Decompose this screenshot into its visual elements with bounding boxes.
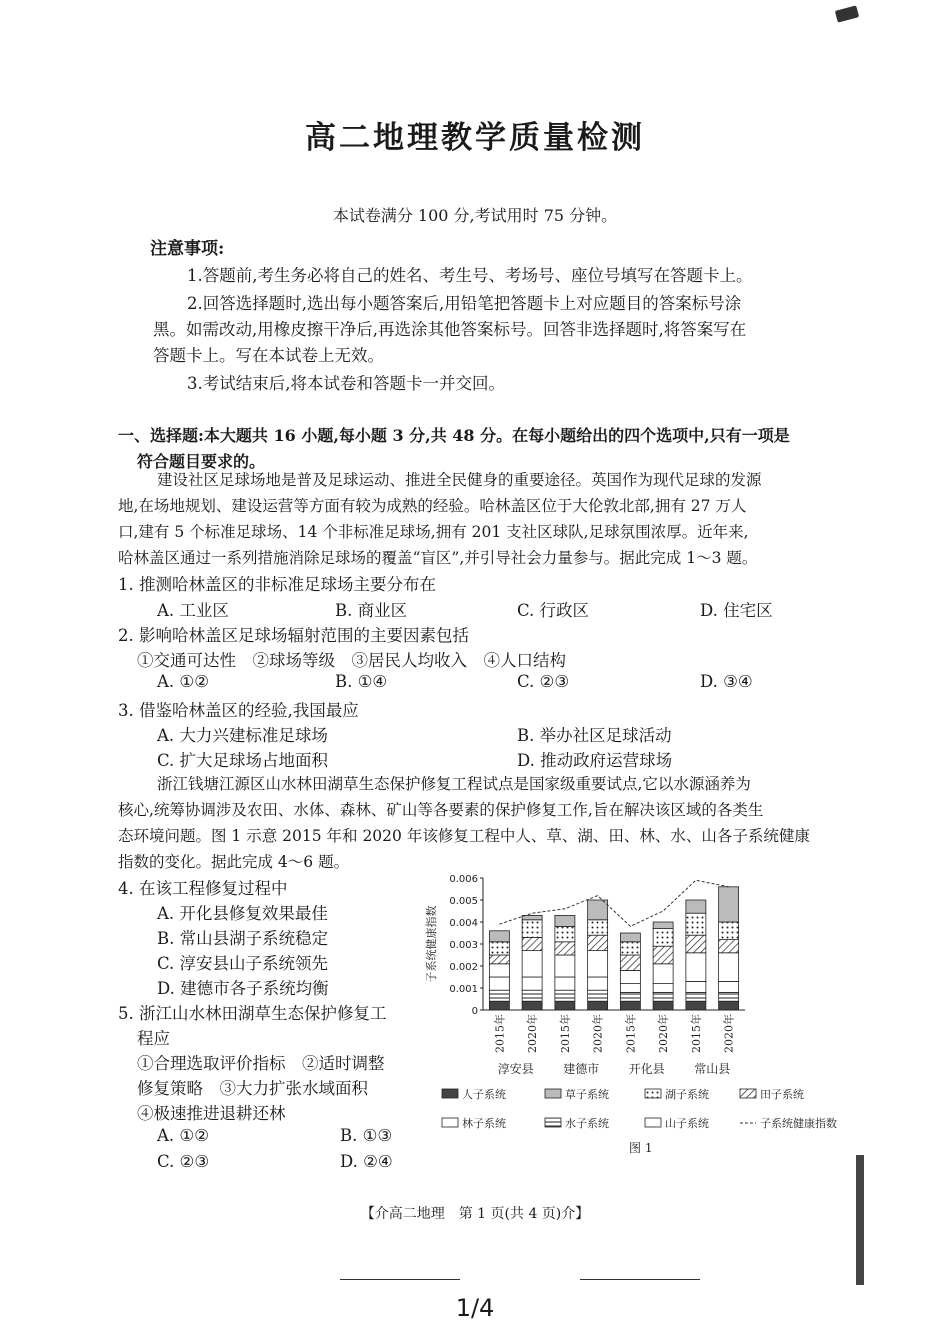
bar-segment: [522, 920, 542, 938]
q5-items: 修复策略 ③大力扩张水域面积: [137, 1079, 368, 1098]
bar-segment: [522, 951, 542, 977]
bar-segment: [489, 977, 509, 990]
bar-segment: [588, 900, 608, 920]
bar-segment: [653, 1001, 673, 1010]
divider: [340, 1279, 460, 1280]
bar-segment: [620, 1001, 640, 1010]
q2-items: ①交通可达性 ②球场等级 ③居民人均收入 ④人口结构: [137, 651, 566, 670]
page-number: 1/4: [455, 1294, 495, 1322]
legend-label: 子系统健康指数: [760, 1117, 837, 1130]
divider: [580, 1279, 700, 1280]
y-tick-label: 0.005: [449, 896, 478, 907]
legend-swatch: [545, 1089, 561, 1098]
bar-segment: [588, 1001, 608, 1010]
y-tick-label: 0.006: [449, 874, 478, 885]
bar-segment: [686, 935, 706, 953]
passage1-line: 哈林盖区通过一系列措施消除足球场的覆盖“盲区”,并引导社会力量参与。据此完成 1～3 题。: [118, 549, 758, 567]
legend-swatch: [545, 1118, 561, 1127]
health-index-chart: [420, 865, 850, 1165]
page-title: 高二地理教学质量检测: [305, 120, 645, 156]
bar-segment: [620, 942, 640, 955]
bar-segment: [620, 955, 640, 970]
group-label: 开化县: [628, 1062, 665, 1076]
notice-line: 2.回答选择题时,选出每小题答案后,用铅笔把答题卡上对应题目的答案标号涂: [187, 294, 742, 313]
q5-option-a: A. ①②: [157, 1126, 209, 1145]
bar-segment: [719, 940, 739, 953]
notice-line: 黑。如需改动,用橡皮擦干净后,再选涂其他答案标号。回答非选择题时,将答案写在: [153, 320, 747, 339]
bar-segment: [555, 955, 575, 977]
bar-segment: [489, 955, 509, 964]
exam-info: 本试卷满分 100 分,考试用时 75 分钟。: [332, 206, 618, 225]
bar-segment: [555, 942, 575, 955]
x-tick-label: 2020年: [526, 1014, 540, 1053]
bar-segment: [686, 913, 706, 935]
bar-segment: [653, 984, 673, 993]
legend-swatch: [442, 1118, 458, 1127]
bar-segment: [489, 942, 509, 955]
x-tick-label: 2020年: [657, 1014, 671, 1053]
q2-option-b: B. ①④: [335, 672, 388, 691]
group-label: 建德市: [563, 1062, 600, 1076]
group-label: 淳安县: [497, 1062, 534, 1076]
legend-label: 湖子系统: [665, 1088, 709, 1101]
x-tick-label: 2020年: [591, 1014, 605, 1053]
scan-mark: [835, 5, 859, 22]
bar-segment: [719, 887, 739, 922]
bar-segment: [522, 990, 542, 1001]
q5-stem: 5. 浙江山水林田湖草生态保护修复工: [118, 1004, 387, 1023]
q4-stem: 4. 在该工程修复过程中: [118, 879, 288, 898]
bar-segment: [555, 915, 575, 926]
section-heading-cont: 符合题目要求的。: [137, 452, 266, 471]
bar-segment: [653, 929, 673, 947]
q3-option-b: B. 举办社区足球活动: [517, 726, 672, 745]
q3-stem: 3. 借鉴哈林盖区的经验,我国最应: [118, 701, 359, 720]
y-tick-label: 0.004: [449, 918, 478, 929]
bar-segment: [686, 900, 706, 913]
q1-stem: 1. 推测哈林盖区的非标准足球场主要分布在: [118, 575, 436, 594]
bar-segment: [719, 1001, 739, 1010]
q1-option-b: B. 商业区: [335, 601, 408, 620]
bar-segment: [653, 946, 673, 964]
passage1-line: 建设社区足球场地是普及足球运动、推进全民健身的重要途径。英国作为现代足球的发源: [157, 471, 762, 489]
notice-line: 答题卡上。写在本试卷上无效。: [153, 346, 384, 365]
notice-line: 3.考试结束后,将本试卷和答题卡一并交回。: [187, 374, 505, 393]
legend-label: 人子系统: [462, 1088, 506, 1101]
q3-option-a: A. 大力兴建标准足球场: [157, 726, 328, 745]
bar-segment: [686, 992, 706, 1001]
bar-segment: [719, 953, 739, 982]
q5-option-c: C. ②③: [157, 1152, 210, 1171]
q4-option-d: D. 建德市各子系统均衡: [157, 979, 329, 998]
q2-option-a: A. ①②: [157, 672, 209, 691]
y-tick-label: 0: [471, 1006, 478, 1017]
bar-segment: [522, 937, 542, 950]
x-tick-label: 2015年: [558, 1014, 572, 1053]
q5-items: ①合理选取评价指标 ②适时调整: [137, 1054, 385, 1073]
legend-label: 林子系统: [462, 1117, 506, 1130]
bar-segment: [555, 977, 575, 990]
legend-swatch: [645, 1089, 661, 1098]
bar-segment: [620, 933, 640, 942]
bar-segment: [489, 1001, 509, 1010]
passage1-line: 口,建有 5 个标准足球场、14 个非标准足球场,拥有 201 支社区球队,足球氛围浓厚。近年来,: [118, 523, 749, 541]
bar-segment: [653, 992, 673, 1001]
q4-option-b: B. 常山县湖子系统稳定: [157, 929, 329, 948]
legend-label: 山子系统: [665, 1117, 709, 1130]
q4-option-c: C. 淳安县山子系统领先: [157, 954, 329, 973]
x-tick-label: 2015年: [493, 1014, 507, 1053]
figure-caption: 图 1: [629, 1141, 653, 1155]
bar-segment: [588, 951, 608, 977]
bar-segment: [620, 970, 640, 983]
scan-edge: [856, 1155, 864, 1285]
legend-swatch: [740, 1089, 756, 1098]
passage2-line: 态环境问题。图 1 示意 2015 年和 2020 年该修复工程中人、草、湖、田、林、水、山各子系统健康: [118, 827, 810, 845]
bar-segment: [489, 931, 509, 942]
bar-segment: [719, 922, 739, 940]
passage1-line: 地,在场地规划、建设运营等方面有较为成熟的经验。哈林盖区位于大伦敦北部,拥有 27 万人: [118, 497, 747, 515]
bar-segment: [555, 990, 575, 1001]
bar-segment: [686, 1001, 706, 1010]
bar-segment: [555, 1001, 575, 1010]
bar-segment: [489, 964, 509, 977]
bar-segment: [686, 953, 706, 982]
q5-stem-cont: 程应: [137, 1029, 170, 1048]
y-tick-label: 0.002: [449, 962, 478, 973]
bar-segment: [588, 920, 608, 935]
section-heading: 一、选择题:本大题共 16 小题,每小题 3 分,共 48 分。在每小题给出的四个选项中,只有一项是: [118, 426, 790, 445]
q1-option-c: C. 行政区: [517, 601, 590, 620]
y-tick-label: 0.001: [449, 984, 478, 995]
passage2-line: 指数的变化。据此完成 4～6 题。: [118, 853, 350, 871]
bar-segment: [522, 977, 542, 990]
bar-segment: [588, 977, 608, 990]
legend-label: 水子系统: [565, 1117, 609, 1130]
bar-segment: [522, 1001, 542, 1010]
x-tick-label: 2020年: [722, 1014, 736, 1053]
q1-option-d: D. 住宅区: [700, 601, 773, 620]
x-tick-label: 2015年: [689, 1014, 703, 1053]
q3-option-d: D. 推动政府运营球场: [517, 751, 673, 770]
q2-option-c: C. ②③: [517, 672, 570, 691]
bar-segment: [686, 981, 706, 992]
notice-heading: 注意事项:: [150, 239, 225, 259]
notice-line: 1.答题前,考生务必将自己的姓名、考生号、考场号、座位号填写在答题卡上。: [187, 266, 753, 285]
q1-option-a: A. 工业区: [157, 601, 229, 620]
page-footer: 【介高二地理 第 1 页(共 4 页)介】: [360, 1206, 590, 1222]
x-tick-label: 2015年: [624, 1014, 638, 1053]
bar-segment: [620, 992, 640, 1001]
bar-segment: [489, 990, 509, 1001]
y-axis-label: 子系统健康指数: [425, 905, 438, 983]
q5-option-b: B. ①③: [340, 1126, 393, 1145]
bar-segment: [588, 990, 608, 1001]
passage2-line: 浙江钱塘江源区山水林田湖草生态保护修复工程试点是国家级重要试点,它以水源涵养为: [157, 775, 751, 793]
legend-swatch: [442, 1089, 458, 1098]
q5-items: ④极速推进退耕还林: [137, 1104, 286, 1123]
legend-swatch: [645, 1118, 661, 1127]
bar-segment: [719, 992, 739, 1001]
legend-label: 田子系统: [760, 1088, 804, 1101]
bar-segment: [620, 984, 640, 993]
bar-segment: [555, 926, 575, 941]
legend-label: 草子系统: [565, 1088, 609, 1101]
q2-option-d: D. ③④: [700, 672, 753, 691]
bar-segment: [653, 922, 673, 929]
bar-segment: [588, 935, 608, 950]
q4-option-a: A. 开化县修复效果最佳: [157, 904, 328, 923]
bar-segment: [719, 981, 739, 992]
passage2-line: 核心,统筹协调涉及农田、水体、森林、矿山等各要素的保护修复工作,旨在解决该区域的各类生: [118, 801, 764, 819]
q5-option-d: D. ②④: [340, 1152, 393, 1171]
group-label: 常山县: [694, 1062, 731, 1076]
q2-stem: 2. 影响哈林盖区足球场辐射范围的主要因素包括: [118, 626, 469, 645]
y-tick-label: 0.003: [449, 940, 478, 951]
bar-segment: [653, 964, 673, 984]
q3-option-c: C. 扩大足球场占地面积: [157, 751, 329, 770]
